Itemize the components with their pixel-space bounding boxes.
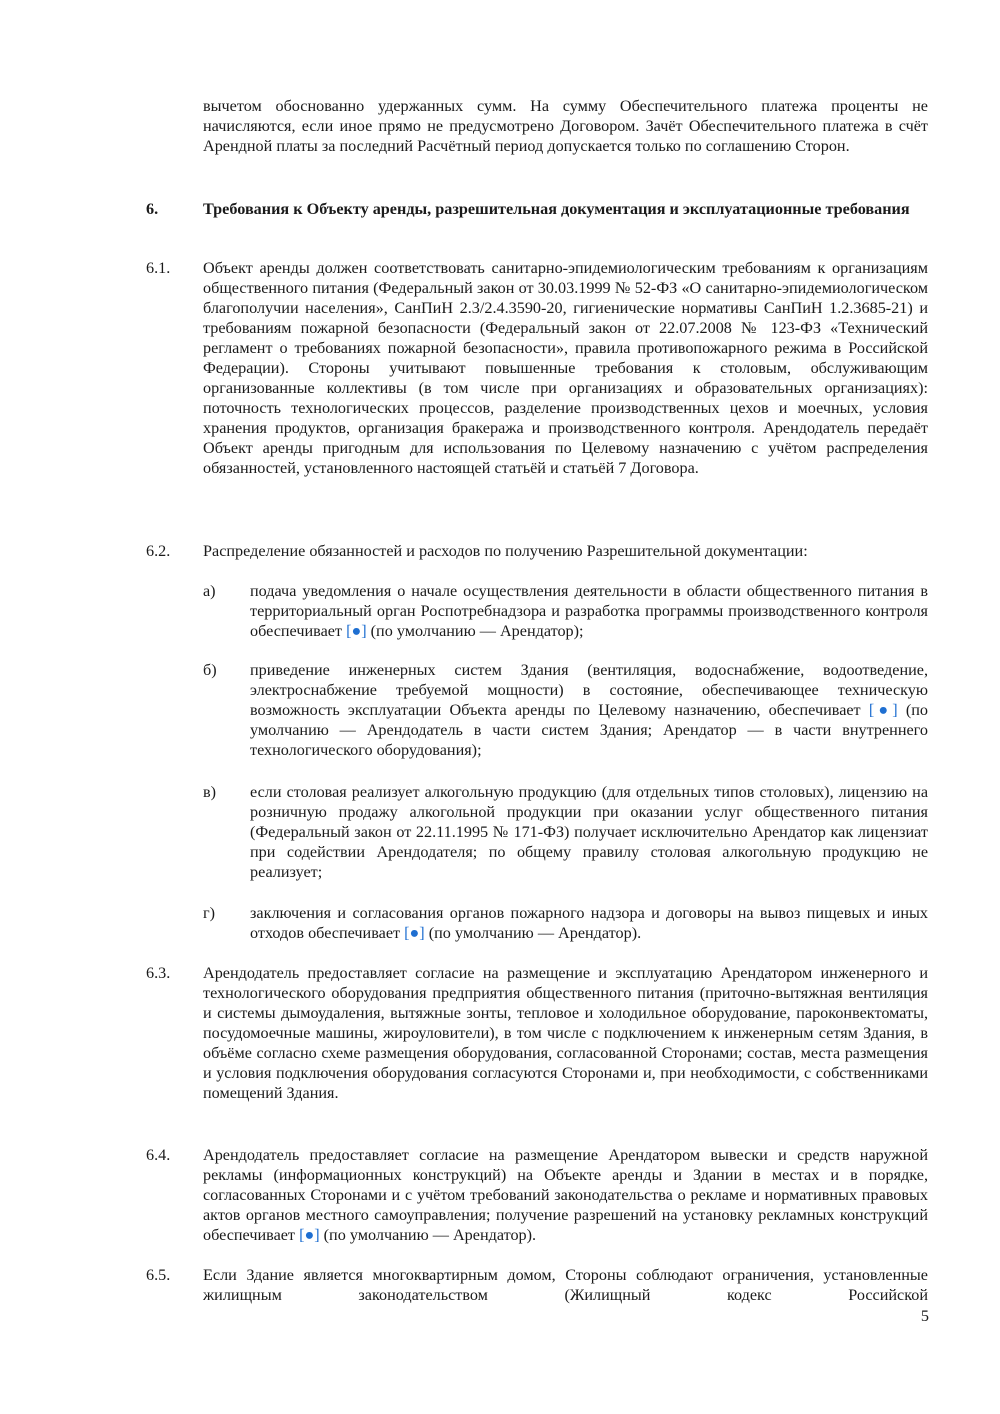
page-number: 5	[920, 1307, 929, 1325]
list-item-marker: г)	[203, 904, 216, 922]
clause-number: 6.3.	[146, 964, 171, 982]
section-title: Требования к Объекту аренды, разрешительная документация и эксплуатационные требования	[203, 200, 910, 218]
list-item	[250, 581, 928, 641]
list-item-text: приведение инженерных систем Здания (вентиляция, водоснабжение, водоотведение, электроснабжение требуемой мощности) в состояние, обеспечивающее техническую возможность эксплуатации Объекта аренды по Целевому назначению, обеспечивает	[250, 661, 928, 719]
clause-number: 6.2.	[146, 542, 171, 560]
clause-text: Если Здание является многоквартирным домом, Стороны соблюдают ограничения, установленные жилищным законодательством (Жилищный кодекс Российской	[203, 1266, 928, 1304]
list-item-text: заключения и согласования органов пожарного надзора и договоры на вывоз пищевых и иных отходов обеспечивает	[250, 904, 928, 942]
placeholder-field[interactable]: [●]	[404, 924, 425, 942]
placeholder-field[interactable]: [●]	[346, 622, 367, 640]
clause-number: 6.4.	[146, 1146, 171, 1164]
clause-text: Арендодатель предоставляет согласие на размещение и эксплуатацию Арендатором инженерного и технологического оборудования предприятия общественного питания (приточно-вытяжная вентиляция и системы дымоудаления, вытяжные зонты, тепловое и холодильное оборудование, пароконвектоматы, посудомоечные машины, жироуловители), в том числе с подключением к инженерным сетям Здания, в объёме согласно схеме размещения оборудования, согласованной Сторонами; состав, места размещения и условия подключения оборудования согласуются Сторонами и, при необходимости, с собственниками помещений Здания.	[203, 964, 928, 1102]
clause-number: 6.5.	[146, 1266, 171, 1284]
clause-text-part: (по умолчанию — Арендатор).	[319, 1226, 537, 1244]
list-item	[250, 660, 928, 760]
list-item-text: (по умолчанию — Арендатор);	[366, 622, 584, 640]
list-item-text: если столовая реализует алкогольную продукцию (для отдельных типов столовых), лицензию на розничную продажу алкогольной продукции при оказании услуг общественного питания (Федеральный закон от 22.11.1995 № 171-ФЗ) получает исключительно Арендатор как лицензиат при содействии Арендодателя; по общему правилу столовая алкогольную продукцию не реализует;	[250, 783, 928, 881]
section-number: 6.	[146, 200, 159, 218]
list-item-text: подача уведомления о начале осуществления деятельности в области общественного питания в территориальный орган Роспотребнадзора и разработка программы производственного контроля обеспечивает	[250, 582, 928, 640]
clause-text: Объект аренды должен соответствовать санитарно-эпидемиологическим требованиям к организациям общественного питания (Федеральный закон от 30.03.1999 № 52-ФЗ «О санитарно-эпидемиологическом благополучии населения», СанПиН 2.3/2.4.3590-20, гигиенические нормативы СанПиН 1.2.3685-21) и требованиям пожарной безопасности (Федеральный закон от 22.07.2008 № 123-ФЗ «Технический регламент о требованиях пожарной безопасности», правила противопожарного режима в Российской Федерации). Стороны учитывают повышенные требования к столовым, обслуживающим организованные коллективы (в том числе при организациях и образовательных организациях): поточность технологических процессов, разделение производственных цехов и моечных, условия хранения продуктов, организация бракеража и производственного контроля. Арендодатель передаёт Объект аренды пригодным для использования по Целевому назначению с учётом распределения обязанностей, установленного настоящей статьёй и статьёй 7 Договора.	[203, 259, 928, 477]
list-item-text: (по умолчанию — Арендатор).	[424, 924, 642, 942]
clause-text-part: Арендодатель предоставляет согласие на размещение Арендатором вывески и средств наружной рекламы (информационных конструкций) на Объекте аренды и Здании в местах и в порядке, согласованных Сторонами и с учётом требований законодательства о рекламе и нормативных правовых актов органов местного самоуправления; получение разрешений на установку рекламных конструкций обеспечивает	[203, 1146, 928, 1244]
list-item-marker: б)	[203, 661, 217, 679]
list-item-marker: а)	[203, 582, 216, 600]
list-item-text: (по умолчанию — Арендодатель в части систем Здания; Арендатор — в части внутреннего технологического оборудования);	[250, 701, 929, 759]
clause-number: 6.1.	[146, 259, 171, 277]
list-item	[250, 903, 928, 943]
list-item-marker: в)	[203, 783, 217, 801]
clause-text	[203, 1145, 928, 1245]
clause-text: Распределение обязанностей и расходов по получению Разрешительной документации:	[203, 542, 808, 560]
continued-paragraph: вычетом обоснованно удержанных сумм. На сумму Обеспечительного платежа проценты не начисляются, если иное прямо не предусмотрено Договором. Зачёт Обеспечительного платежа в счёт Арендной платы за последний Расчётный период допускается только по соглашению Сторон.	[203, 97, 928, 155]
placeholder-field[interactable]: [●]	[299, 1226, 320, 1244]
placeholder-field[interactable]: [●]	[868, 701, 898, 719]
